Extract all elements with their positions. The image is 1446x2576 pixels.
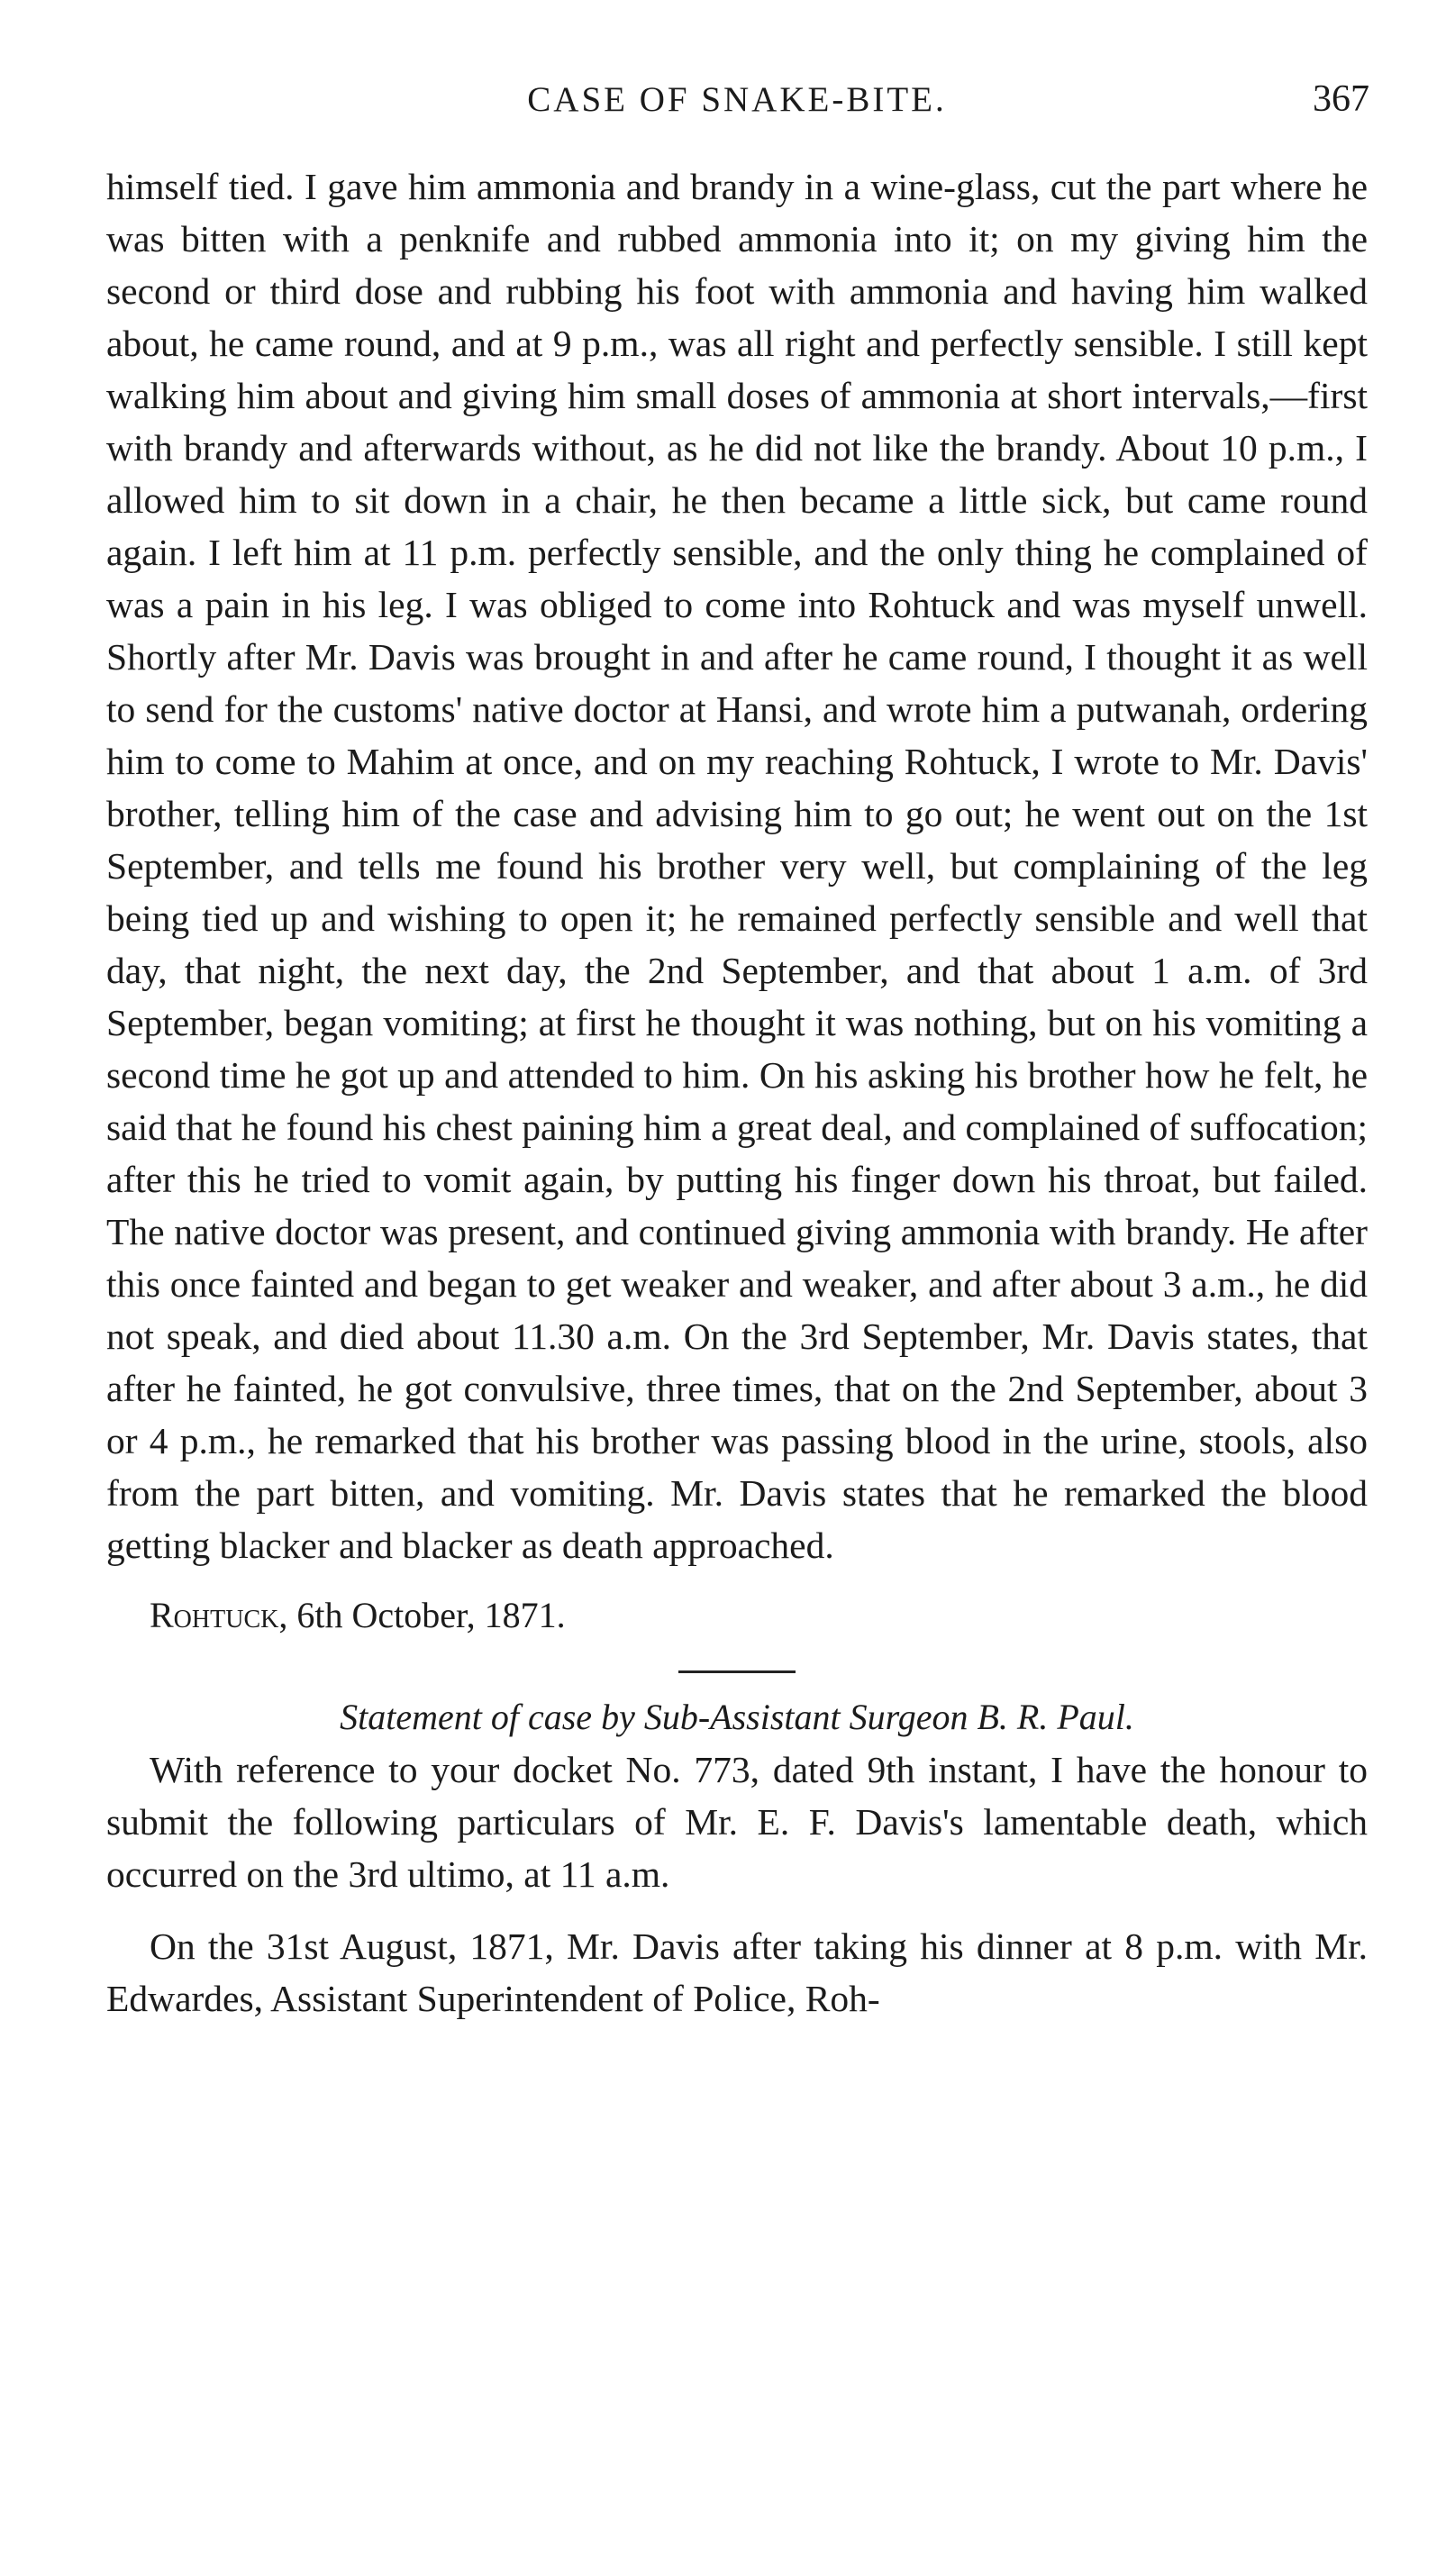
statement-body	[106, 1743, 1368, 2025]
statement-heading: Statement of case by Sub-Assistant Surgeon B. R. Paul.	[340, 1697, 1134, 1737]
paragraph-reference: With reference to your docket No. 773, dated 9th instant, I have the honour to submit the following particulars of Mr. E. F. Davis's lamentable death, which occurred on the 3rd ultimo, at 11 a.m.	[106, 1749, 1368, 1895]
running-title: CASE OF SNAKE-BITE.	[527, 80, 947, 119]
running-head	[106, 79, 1368, 133]
signature-date: 6th October, 1871.	[296, 1595, 566, 1635]
paragraph-account: On the 31st August, 1871, Mr. Davis after taking his dinner at 8 p.m. with Mr. Edwardes, Assistant Superintendent of Police, Roh-	[106, 1925, 1368, 2019]
document-page	[106, 79, 1368, 2025]
body-text	[106, 160, 1368, 1571]
page-number: 367	[1313, 78, 1369, 120]
signature-place: Rohtuck,	[150, 1595, 288, 1635]
section-divider	[678, 1670, 796, 1673]
signature-line	[106, 1589, 1368, 1642]
paragraph-continuation: himself tied. I gave him ammonia and brandy in a wine-glass, cut the part where he was bitten with a penknife and rubbed ammonia into it; on my giving him the second or third dose and rubbing his foot with ammonia and having him walked about, he came round, and at 9 p.m., was all right and perfectly sensible. I still kept walking him about and giving him small doses of ammonia at short intervals,—first with brandy and afterwards without, as he did not like the brandy. About 10 p.m., I allowed him to sit down in a chair, he then became a little sick, but came round again. I left him at 11 p.m. perfectly sensible, and the only thing he complained of was a pain in his leg. I was obliged to come into Rohtuck and was myself unwell. Shortly after Mr. Davis was brought in and after he came round, I thought it as well to send for the customs' native doctor at Hansi, and wrote him a putwanah, ordering him to come to Mahim at once, and on my reaching Rohtuck, I wrote to Mr. Davis' brother, telling him of the case and advising him to go out; he went out on the 1st September, and tells me found his brother very well, but complaining of the leg being tied up and wishing to open it; he remained perfectly sensible and well that day, that night, the next day, the 2nd September, and that about 1 a.m. of 3rd September, began vomiting; at first he thought it was nothing, but on his vomiting a second time he got up and attended to him. On his asking his brother how he felt, he said that he found his chest paining him a great deal, and complained of suffocation; after this he tried to vomit again, by putting his finger down his throat, but failed. The native doctor was present, and continued giving ammonia with brandy. He after this once fainted and began to get weaker and weaker, and after about 3 a.m., he did not speak, and died about 11.30 a.m. On the 3rd September, Mr. Davis states, that after he fainted, he got convulsive, three times, that on the 2nd September, about 3 or 4 p.m., he remarked that his brother was passing blood in the urine, stools, also from the part bitten, and vomiting. Mr. Davis states that he remarked the blood getting blacker and blacker as death approached.	[106, 166, 1368, 1566]
